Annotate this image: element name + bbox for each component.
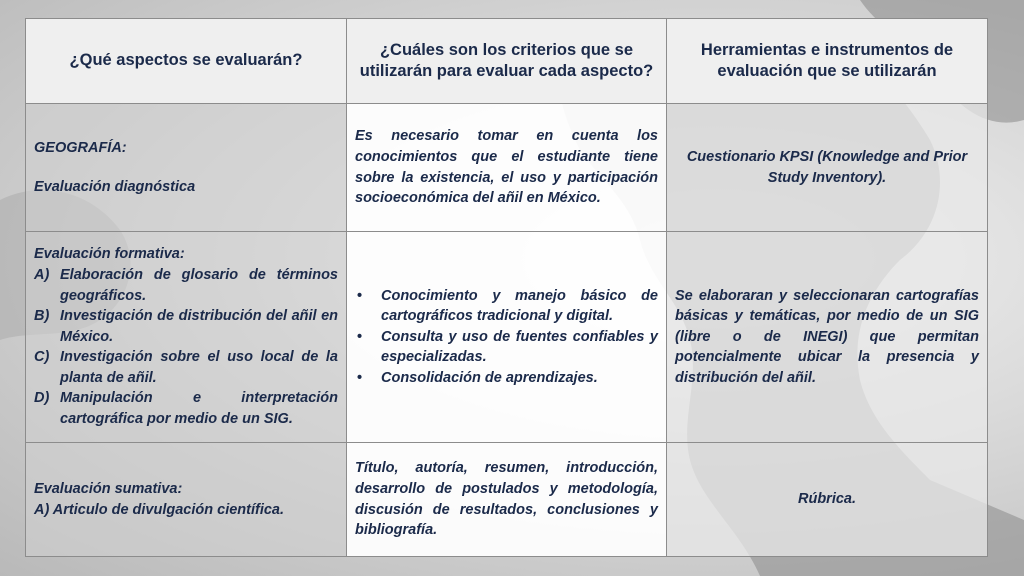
list-marker: A)	[34, 266, 50, 283]
list-item	[34, 347, 338, 388]
row2-aspect-list	[34, 265, 338, 430]
list-item	[34, 265, 338, 306]
evaluation-table	[25, 18, 988, 557]
list-item	[355, 327, 658, 368]
row3-aspect-title: Evaluación sumativa:	[34, 480, 183, 497]
list-item-text: Manipulación e interpretación cartográfica por medio de un SIG.	[60, 390, 338, 428]
list-marker: D)	[34, 390, 50, 407]
table-row	[26, 443, 988, 557]
row1-criteria-text: Es necesario tomar en cuenta los conocimientos que el estudiante tiene sobre la existencia, el uso y participación socioeconómica del añil en México.	[355, 128, 658, 207]
list-item	[355, 368, 658, 389]
row2-tools-text: Se elaboraran y seleccionaran cartografías básicas y temáticas, por medio de un SIG (libre o de INEGI) que permitan potencialmente ubicar la presencia y distribución del añil.	[675, 287, 979, 386]
table-row	[26, 104, 988, 232]
list-item	[34, 306, 338, 347]
row2-criteria-list	[355, 286, 658, 389]
list-item-text: Investigación sobre el uso local de la planta de añil.	[60, 349, 338, 386]
header-aspects: ¿Qué aspectos se evaluarán?	[26, 19, 347, 104]
table-row	[26, 232, 988, 443]
list-marker: C)	[34, 349, 50, 366]
row3-tools-cell	[667, 443, 988, 557]
row1-aspect-subtitle: Evaluación diagnóstica	[34, 178, 196, 195]
row1-aspect-title: GEOGRAFÍA:	[34, 139, 127, 156]
row3-criteria-cell	[347, 443, 667, 557]
row3-criteria-text: Título, autoría, resumen, introducción, desarrollo de postulados y metodología, discusión de resultados, conclusiones y bibliografía.	[355, 460, 658, 539]
list-marker: B)	[34, 308, 50, 325]
header-criteria: ¿Cuáles son los criterios que se utilizarán para evaluar cada aspecto?	[347, 19, 667, 104]
row2-criteria-cell	[347, 232, 667, 443]
row1-tools-text: Cuestionario KPSI (Knowledge and Prior Study Inventory).	[686, 148, 968, 186]
list-item	[355, 286, 658, 327]
bullet-icon: •	[357, 369, 363, 386]
header-tools: Herramientas e instrumentos de evaluación que se utilizarán	[667, 19, 988, 104]
row3-aspect-cell	[26, 443, 347, 557]
row1-criteria-cell	[347, 104, 667, 232]
list-item	[34, 388, 338, 429]
row3-tools-text: Rúbrica.	[797, 491, 856, 508]
list-item-text: Investigación de distribución del añil en México.	[60, 308, 338, 345]
row3-aspect-item: A) Articulo de divulgación científica.	[34, 501, 285, 518]
list-item-text: Consulta y uso de fuentes confiables y especializadas.	[381, 328, 658, 366]
row1-aspect-cell	[26, 104, 347, 232]
header-row	[26, 19, 988, 104]
row2-tools-cell	[667, 232, 988, 443]
list-item-text: Conocimiento y manejo básico de cartográficos tradicional y digital.	[381, 287, 658, 325]
row2-aspect-title: Evaluación formativa:	[34, 246, 185, 263]
bullet-icon: •	[357, 328, 363, 345]
list-item-text: Elaboración de glosario de términos geográficos.	[60, 266, 338, 304]
list-item-text: Consolidación de aprendizajes.	[381, 369, 598, 386]
row2-aspect-cell	[26, 232, 347, 443]
bullet-icon: •	[357, 287, 363, 304]
row1-tools-cell	[667, 104, 988, 232]
